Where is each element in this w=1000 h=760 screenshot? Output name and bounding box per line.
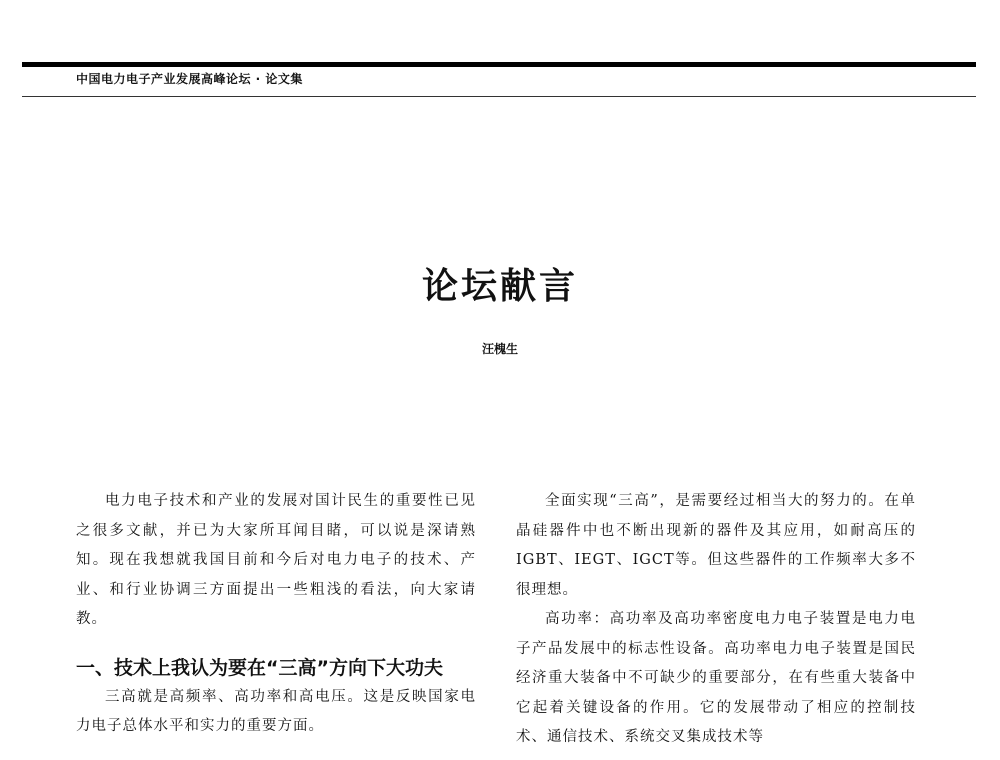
running-header: 中国电力电子产业发展高峰论坛 · 论文集 bbox=[76, 72, 303, 86]
article-title: 论坛献言 bbox=[421, 266, 578, 307]
section-heading: 一、技术上我认为要在“三高”方向下大功夫 bbox=[76, 656, 443, 679]
right-column bbox=[516, 487, 916, 753]
header-rule-thin bbox=[22, 96, 976, 97]
intro-paragraph: 电力电子技术和产业的发展对国计民生的重要性已见之很多文献，并已为大家所耳闻目睹，可以说是深请熟知。现在我想就我国目前和今后对电力电子的技术、产业、和行业协调三方面提出一些粗浅的看法，向大家请教。 bbox=[76, 493, 476, 627]
header-rule-thick bbox=[22, 62, 976, 67]
left-column bbox=[76, 487, 476, 742]
section-paragraph: 三高就是高频率、高功率和高电压。这是反映国家电力电子总体水平和实力的重要方面。 bbox=[76, 688, 476, 734]
right-paragraph-2: 高功率：高功率及高功率密度电力电子装置是电力电子产品发展中的标志性设备。高功率电力电子装置是国民经济重大装备中不可缺少的重要部分，在有些重大装备中它起着关键设备的作用。它的发展带动了相应的控制技术、通信技术、系统交叉集成技术等 bbox=[516, 611, 916, 745]
right-paragraph-1: 全面实现“三高”，是需要经过相当大的努力的。在单晶硅器件中也不断出现新的器件及其应用，如耐高压的IGBT、IEGT、IGCT等。但这些器件的工作频率大多不很理想。 bbox=[516, 493, 916, 598]
article-author: 汪槐生 bbox=[481, 342, 518, 356]
